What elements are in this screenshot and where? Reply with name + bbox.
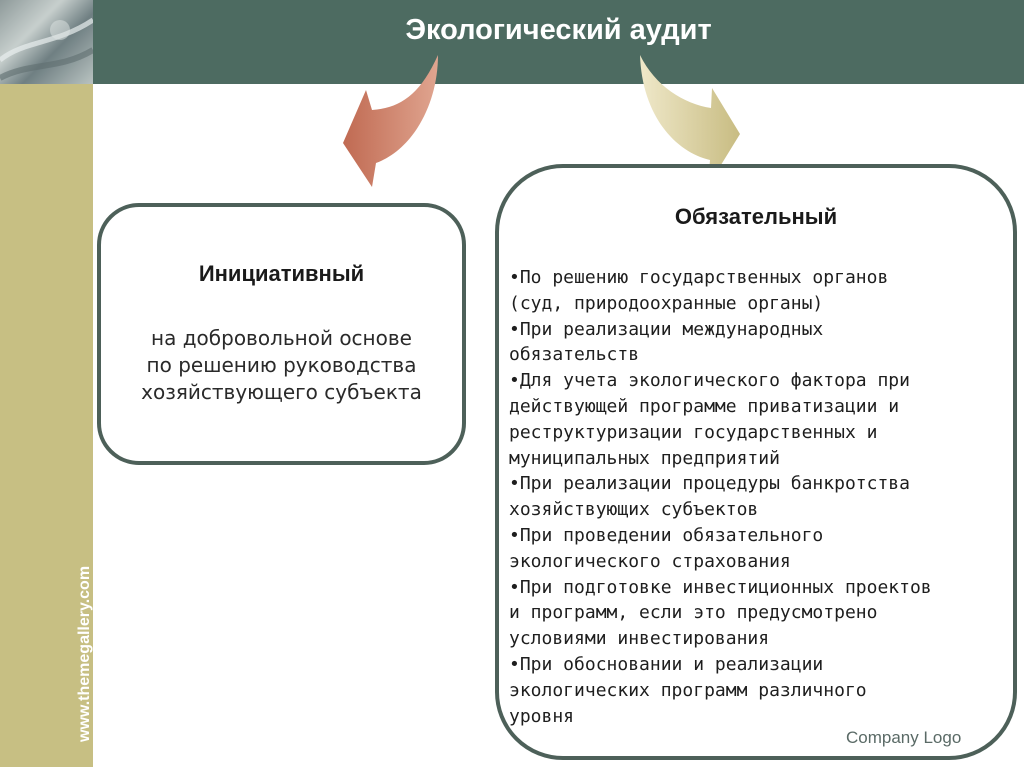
- company-logo: Company Logo: [846, 728, 962, 747]
- list-item: [509, 575, 932, 652]
- list-line: •При проведении обязательного: [509, 524, 824, 546]
- mandatory-title: Обязательный: [674, 204, 838, 229]
- initiative-line: хозяйствующего субъекта: [141, 380, 422, 404]
- list-item: [509, 523, 932, 575]
- list-line: •При подготовке инвестиционных проектов: [509, 576, 932, 598]
- list-line: (суд, природоохранные органы): [509, 292, 824, 314]
- list-line: и программ, если это предусмотрено: [509, 602, 878, 624]
- list-line: экологического страхования: [509, 550, 791, 572]
- list-line: уровня: [509, 705, 575, 727]
- list-line: реструктуризации государственных и: [509, 421, 878, 443]
- list-item: [509, 652, 932, 729]
- list-line: •При реализации процедуры банкротства: [509, 473, 910, 495]
- list-item: [509, 317, 932, 369]
- sidebar-site-text: www.themegallery.com: [76, 565, 93, 742]
- initiative-title: Инициативный: [198, 261, 365, 286]
- list-line: •При реализации международных: [509, 318, 824, 340]
- mandatory-list: [509, 265, 932, 729]
- list-line: муниципальных предприятий: [509, 447, 780, 469]
- page-title: Экологический аудит: [405, 14, 712, 46]
- left-arrow-icon: [343, 55, 438, 187]
- list-line: условиями инвестирования: [509, 628, 770, 650]
- list-line: хозяйствующих субъектов: [509, 499, 759, 521]
- list-line: обязательств: [509, 344, 640, 366]
- initiative-description: [101, 325, 462, 406]
- list-item: [509, 368, 932, 471]
- list-item: [509, 471, 932, 523]
- initiative-line: на добровольной основе: [151, 326, 412, 350]
- initiative-line: по решению руководства: [146, 353, 417, 377]
- list-line: •По решению государственных органов: [509, 267, 889, 288]
- initiative-box: [97, 203, 466, 465]
- list-item: [509, 265, 932, 317]
- list-line: •При обосновании и реализации: [509, 653, 824, 675]
- list-line: •Для учета экологического фактора при: [509, 370, 910, 392]
- mandatory-box: [495, 164, 1017, 760]
- list-line: экологических программ различного: [509, 679, 867, 701]
- list-line: действующей программе приватизации и: [509, 395, 900, 417]
